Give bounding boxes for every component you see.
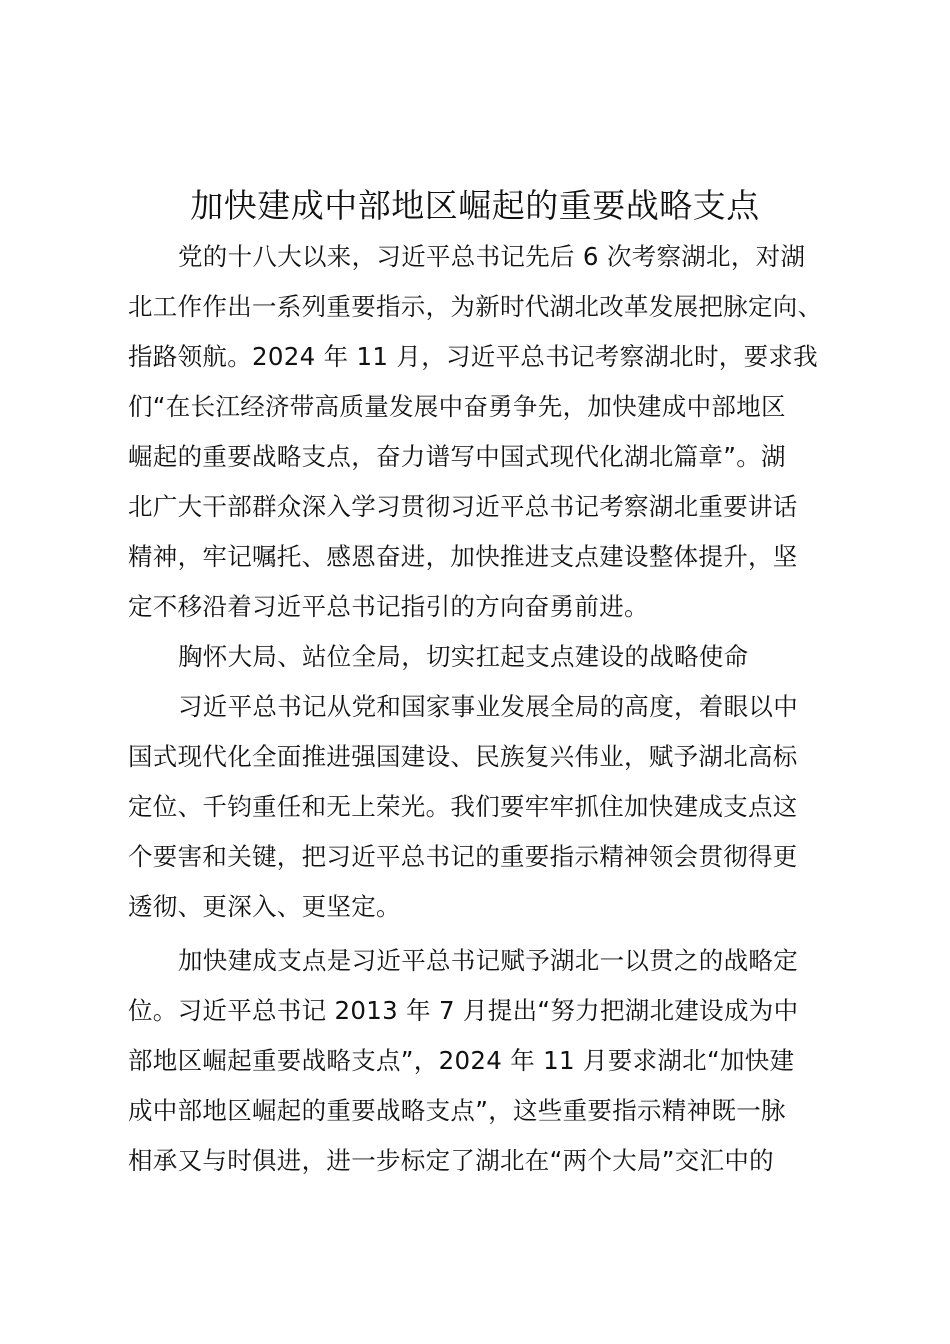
- paragraph-line: 定位、千钧重任和无上荣光。我们要牢牢抓住加快建成支点这: [128, 792, 798, 821]
- paragraph-line: 位。习近平总书记 2013 年 7 月提出“努力把湖北建设成为中: [128, 996, 799, 1025]
- paragraph-line: 指路领航。2024 年 11 月，习近平总书记考察湖北时，要求我: [128, 342, 818, 371]
- paragraph-line: 成中部地区崛起的重要战略支点”，这些重要指示精神既一脉: [128, 1096, 786, 1125]
- paragraph-line: 个要害和关键，把习近平总书记的重要指示精神领会贯彻得更: [128, 842, 798, 871]
- paragraph-line: 透彻、更深入、更坚定。: [128, 892, 401, 921]
- paragraph-line: 们“在长江经济带高质量发展中奋勇争先，加快建成中部地区: [128, 392, 786, 421]
- paragraph-line: 国式现代化全面推进强国建设、民族复兴伟业，赋予湖北高标: [128, 742, 798, 771]
- section-heading: 胸怀大局、站位全局，切实扛起支点建设的战略使命: [178, 642, 749, 671]
- paragraph-line: 部地区崛起重要战略支点”，2024 年 11 月要求湖北“加快建: [128, 1046, 795, 1075]
- paragraph-line: 党的十八大以来，习近平总书记先后 6 次考察湖北，对湖: [178, 242, 806, 271]
- paragraph-line: 习近平总书记从党和国家事业发展全局的高度，着眼以中: [178, 692, 798, 721]
- paragraph-line: 崛起的重要战略支点，奋力谱写中国式现代化湖北篇章”。湖: [128, 442, 786, 471]
- paragraph-line: 定不移沿着习近平总书记指引的方向奋勇前进。: [128, 592, 649, 621]
- document-title: 加快建成中部地区崛起的重要战略支点: [190, 186, 760, 225]
- document-body: [128, 232, 840, 1186]
- paragraph-line: 加快建成支点是习近平总书记赋予湖北一以贯之的战略定: [178, 946, 798, 975]
- paragraph-line: 精神，牢记嘱托、感恩奋进，加快推进支点建设整体提升，坚: [128, 542, 798, 571]
- paragraph-line: 北工作作出一系列重要指示，为新时代湖北改革发展把脉定向、: [128, 292, 823, 321]
- paragraph-line: 北广大干部群众深入学习贯彻习近平总书记考察湖北重要讲话: [128, 492, 798, 521]
- paragraph-line: 相承又与时俱进，进一步标定了湖北在“两个大局”交汇中的: [128, 1146, 774, 1175]
